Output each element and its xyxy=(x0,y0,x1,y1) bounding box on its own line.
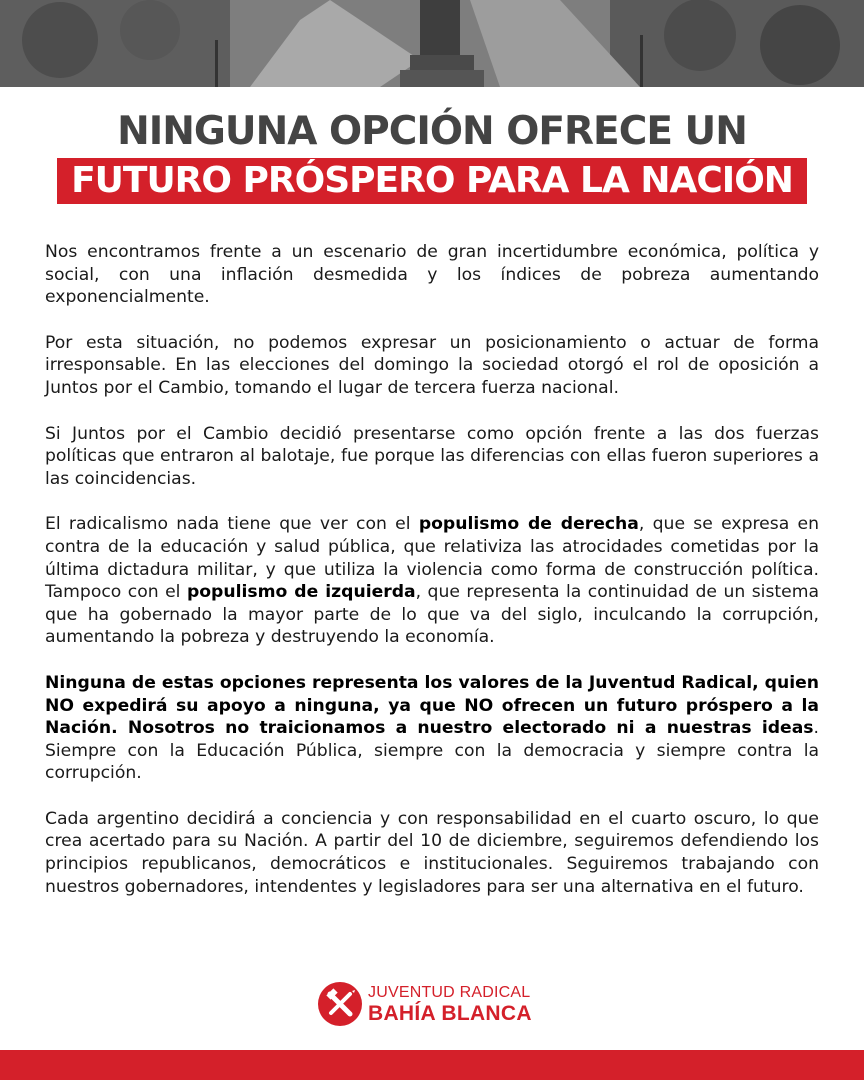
paragraph-6: Cada argentino decidirá a conciencia y con responsabilidad en el cuarto oscuro, lo que crea acertado para su Nación. A partir del 10 de diciembre, seguiremos defendiendo los principios republicanos, democráticos e institucionales. Seguiremos trabajando con nuestros gobernadores, intendentes y legisladores para ser una alternativa en el futuro. xyxy=(45,808,819,897)
paragraph-4-bold-right-populism: populismo de derecha xyxy=(418,514,639,535)
plaza-photo-image xyxy=(0,0,864,87)
statement-body xyxy=(45,241,819,921)
headline-line-1: NINGUNA OPCIÓN OFRECE UN xyxy=(117,109,747,154)
paragraph-4-text-a: El radicalismo nada tiene que ver con el xyxy=(45,514,419,535)
paragraph-3: Si Juntos por el Cambio decidió presentarse como opción frente a las dos fuerzas políticas que entraron al balotaje, fue porque las diferencias con ellas fueron superiores a las coincidencias. xyxy=(45,423,819,489)
paragraph-5 xyxy=(45,672,819,785)
paragraph-4-bold-left-populism: populismo de izquierda xyxy=(186,582,416,603)
paragraph-5-bold: Ninguna de estas opciones representa los valores de la Juventud Radical, quien NO expedirá su apoyo a ninguna, ya que NO ofrecen un futuro próspero a la Nación. Nosotros no traicionamos a nuestro electorado ni a nuestras ideas xyxy=(45,672,819,739)
paragraph-5-rest: . Siempre con la Educación Pública, siempre con la democracia y siempre contra la corrupción. xyxy=(45,718,819,784)
headline-highlight-box xyxy=(57,158,807,204)
paragraph-4 xyxy=(45,513,819,649)
headline-line-2: FUTURO PRÓSPERO PARA LA NACIÓN xyxy=(71,160,793,201)
logo-text-juventud-radical: JUVENTUD RADICAL xyxy=(368,984,531,1001)
paragraph-2: Por esta situación, no podemos expresar un posicionamiento o actuar de forma irresponsable. En las elecciones del domingo la sociedad otorgó el rol de oposición a Juntos por el Cambio, tomando el lugar de tercera fuerza nacional. xyxy=(45,332,819,398)
headline xyxy=(0,108,864,204)
hammer-pen-emblem-icon xyxy=(318,982,362,1026)
organization-logo xyxy=(318,980,558,1028)
footer-red-bar xyxy=(0,1050,864,1080)
paragraph-4-text-c: , que se expresa en contra de la educación y salud pública, que relativiza las atrocidades cometidas por la última dictadura militar, y que utiliza la violencia como forma de construcción política. Tampoco con el xyxy=(45,514,819,603)
logo-text-bahia-blanca: BAHÍA BLANCA xyxy=(368,1002,532,1025)
header-photo-banner xyxy=(0,0,864,87)
paragraph-4-text-e: , que representa la continuidad de un sistema que ha gobernado la mayor parte de lo que va del siglo, inculcando la corrupción, aumentando la pobreza y destruyendo la economía. xyxy=(45,582,820,648)
paragraph-1: Nos encontramos frente a un escenario de gran incertidumbre económica, política y social, con una inflación desmedida y los índices de pobreza aumentando exponencialmente. xyxy=(45,242,819,308)
